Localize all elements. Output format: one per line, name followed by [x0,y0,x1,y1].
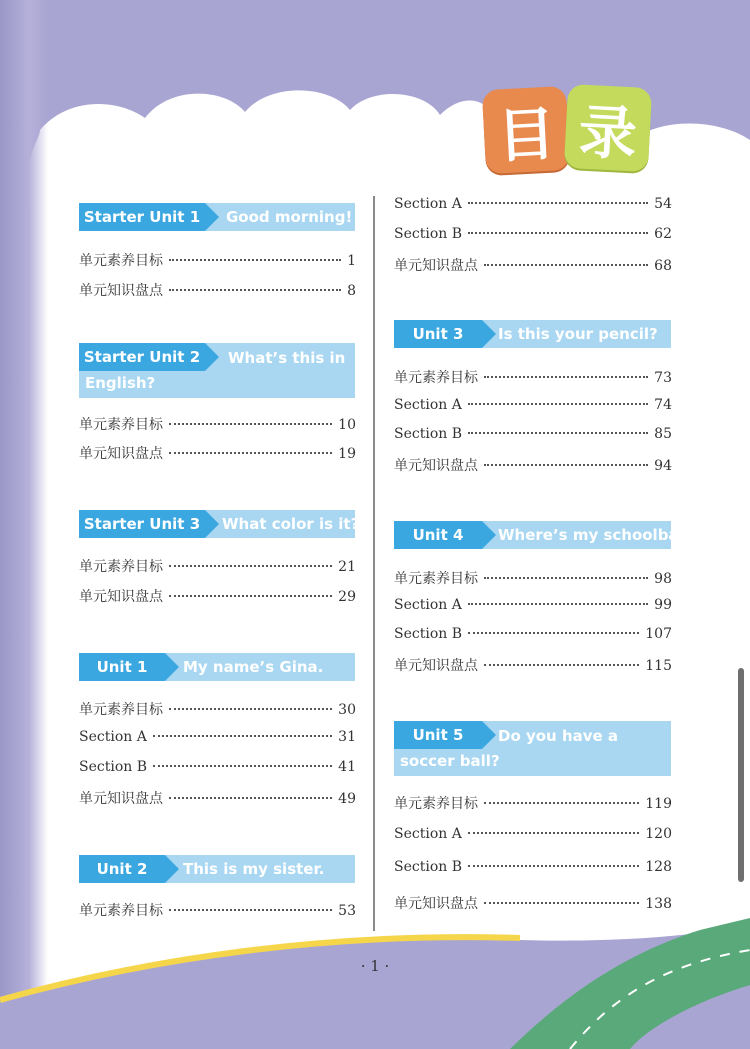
dot-leader [169,259,341,261]
dot-leader [468,865,639,867]
entry-label: Section A [394,196,462,212]
toc-entry[interactable] [79,414,356,434]
toc-entry[interactable] [394,859,672,875]
unit-banner[interactable] [79,510,360,538]
unit-title: This is my sister. [183,860,325,878]
toc-title-char-1: 目 [482,86,570,174]
toc-entry[interactable] [394,426,672,442]
entry-page: 68 [654,258,672,274]
toc-entry[interactable] [394,455,672,475]
unit-banner[interactable] [79,343,355,398]
unit-banner[interactable] [79,855,355,883]
unit-tag: Unit 4 [394,521,482,549]
unit-title: Do you have a [498,727,619,745]
dot-leader [468,232,648,234]
unit-title: My name’s Gina. [183,658,324,676]
dot-leader [468,202,648,204]
entry-page: 62 [654,226,672,242]
unit-title-line2: soccer ball? [400,752,500,770]
dot-leader [484,264,648,266]
toc-entry[interactable] [394,568,672,588]
toc-entry[interactable] [394,255,672,275]
dot-leader [169,797,332,799]
unit-title: Where’s my schoolbag? [498,526,698,544]
unit-title: Good morning! [226,208,353,226]
unit-banner[interactable] [394,320,671,348]
entry-label: Section A [394,597,462,613]
entry-label: 单元知识盘点 [394,458,478,474]
dot-leader [484,577,648,579]
toc-entry[interactable] [79,556,356,576]
toc-entry[interactable] [79,443,356,463]
unit-title: What’s this in [228,349,346,367]
entry-label: Section A [394,826,462,842]
entry-page: 138 [645,896,672,912]
entry-label: 单元素养目标 [79,702,163,718]
entry-label: 单元素养目标 [79,253,163,269]
toc-entry[interactable] [394,826,672,842]
dot-leader [169,909,332,911]
toc-entry[interactable] [394,893,672,913]
toc-entry[interactable] [394,367,672,387]
dot-leader [153,765,332,767]
unit-tag: Unit 1 [79,653,165,681]
entry-page: 85 [654,426,672,442]
entry-page: 19 [338,446,356,462]
entry-page: 74 [654,397,672,413]
toc-entry[interactable] [394,397,672,413]
toc-entry[interactable] [394,597,672,613]
entry-page: 107 [645,626,672,642]
entry-page: 128 [645,859,672,875]
dot-leader [169,423,332,425]
entry-label: 单元素养目标 [394,370,478,386]
unit-tag: Starter Unit 2 [79,343,205,371]
entry-page: 41 [338,759,356,775]
toc-entry[interactable] [79,759,356,775]
entry-page: 30 [338,702,356,718]
toc-entry[interactable] [79,729,356,745]
unit-banner[interactable] [394,721,671,776]
entry-label: 单元知识盘点 [79,283,163,299]
entry-label: Section A [79,729,147,745]
entry-label: Section A [394,397,462,413]
toc-entry[interactable] [79,280,356,300]
entry-label: Section B [79,759,148,775]
unit-tag: Unit 3 [394,320,482,348]
column-divider [373,196,375,931]
entry-page: 115 [645,658,672,674]
entry-label: 单元素养目标 [394,571,478,587]
unit-banner[interactable] [79,653,355,681]
entry-page: 120 [645,826,672,842]
unit-title-line2: English? [85,374,156,392]
dot-leader [169,595,332,597]
dot-leader [169,289,341,291]
dot-leader [484,664,639,666]
entry-page: 31 [338,729,356,745]
dot-leader [484,376,648,378]
entry-label: Section B [394,226,463,242]
dot-leader [484,802,639,804]
unit-tag: Starter Unit 1 [79,203,205,231]
toc-entry[interactable] [79,699,356,719]
toc-entry[interactable] [394,226,672,242]
entry-page: 49 [338,791,356,807]
entry-page: 10 [338,417,356,433]
dot-leader [484,464,648,466]
entry-page: 94 [654,458,672,474]
unit-title: Is this your pencil? [498,325,658,343]
entry-label: 单元知识盘点 [394,896,478,912]
toc-entry[interactable] [394,655,672,675]
dot-leader [468,403,648,405]
dot-leader [468,432,648,434]
page-number: · 1 · [360,957,390,975]
entry-page: 99 [654,597,672,613]
dot-leader [468,832,639,834]
toc-entry[interactable] [394,626,672,642]
entry-label: 单元知识盘点 [79,589,163,605]
toc-entry[interactable] [79,788,356,808]
entry-label: 单元知识盘点 [79,446,163,462]
entry-page: 119 [645,796,672,812]
entry-label: 单元素养目标 [394,796,478,812]
dot-leader [468,603,648,605]
scrollbar[interactable] [738,668,744,882]
entry-page: 53 [338,903,356,919]
toc-entry[interactable] [79,900,356,920]
entry-label: 单元素养目标 [79,417,163,433]
entry-label: 单元知识盘点 [79,791,163,807]
toc-entry[interactable] [394,793,672,813]
dot-leader [153,735,332,737]
toc-entry[interactable] [394,196,672,212]
entry-page: 29 [338,589,356,605]
toc-title-char-2: 录 [564,84,652,172]
unit-tag: Unit 2 [79,855,165,883]
entry-page: 21 [338,559,356,575]
entry-page: 8 [347,283,356,299]
unit-tag: Starter Unit 3 [79,510,205,538]
entry-page: 98 [654,571,672,587]
unit-title: What color is it? [222,515,360,533]
entry-label: Section B [394,626,463,642]
dot-leader [169,565,332,567]
entry-label: Section B [394,859,463,875]
entry-label: 单元素养目标 [79,903,163,919]
dot-leader [484,902,639,904]
dot-leader [169,708,332,710]
unit-banner[interactable] [79,203,355,231]
entry-page: 73 [654,370,672,386]
unit-banner[interactable] [394,521,698,549]
entry-label: 单元素养目标 [79,559,163,575]
entry-page: 54 [654,196,672,212]
entry-page: 1 [347,253,356,269]
toc-entry[interactable] [79,250,356,270]
toc-entry[interactable] [79,586,356,606]
dot-leader [468,632,639,634]
entry-label: 单元知识盘点 [394,658,478,674]
entry-label: Section B [394,426,463,442]
dot-leader [169,452,332,454]
entry-label: 单元知识盘点 [394,258,478,274]
unit-tag: Unit 5 [394,721,482,749]
